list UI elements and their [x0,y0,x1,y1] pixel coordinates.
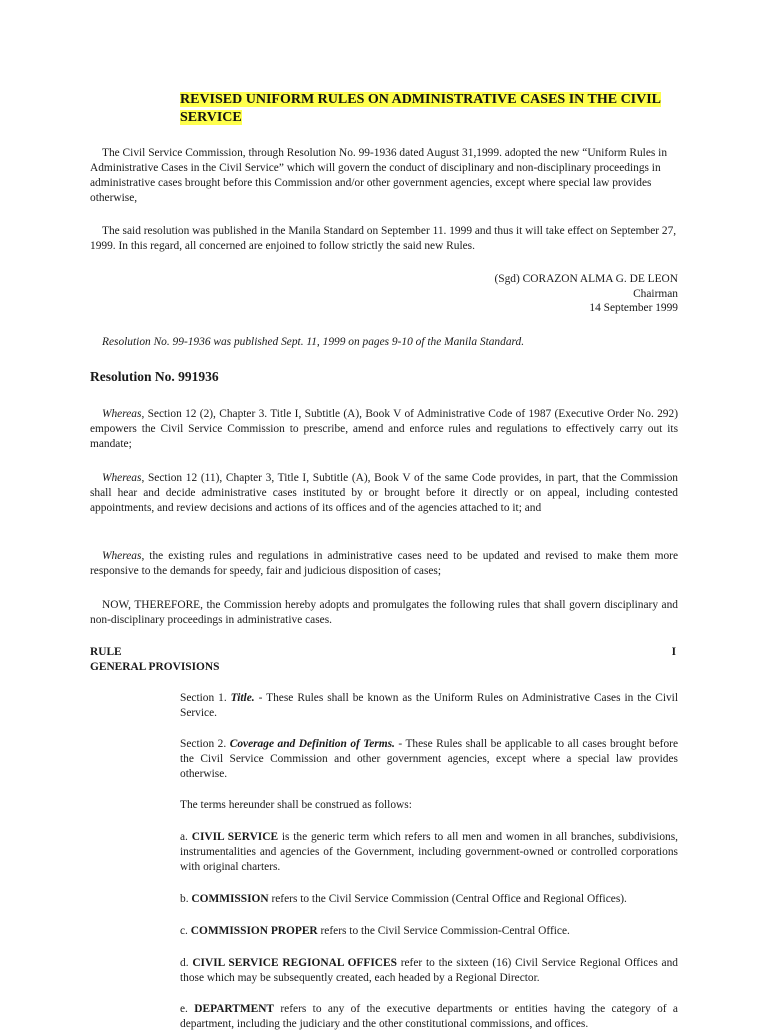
intro-paragraph-1: The Civil Service Commission, through Resolution No. 99-1936 dated August 31,1999. adopted the new “Uniform Rules in Administrative Cases in the Civil Service” which will govern the conduct of disciplinary and non-disciplinary proceedings in administrative cases brought before this Commission and/or other government agencies, except where special law provides otherwise, [90,147,668,204]
section-1 [180,691,678,721]
terms-intro: The terms hereunder shall be construed as follows: [180,799,412,811]
title-highlight: REVISED UNIFORM RULES ON ADMINISTRATIVE CASES IN THE CIVIL SERVICE [180,92,662,125]
definition-term: DEPARTMENT [194,1003,275,1015]
whereas-paragraph-3 [90,549,678,579]
whereas-text: , Section 12 (11), Chapter 3, Title I, Subtitle (A), Book V of the same Code provides, in part, that the Commission shall hear and decide administrative cases instituted by or brought before it directly or on appeal, including contested appointments, and review decisions and actions of its offices and of the agencies attached to it; and [90,472,678,514]
definition-civil-service [180,830,678,875]
section-2-text: - These Rules shall be applicable to all cases brought before the Civil Service Commission and other government agencies, except where a special law provides otherwise. [180,738,678,780]
definition-commission-proper [180,924,678,939]
section-2-prefix: Section 2. [180,738,230,750]
definition-letter: e. [180,1003,195,1015]
signatory-position: Chairman [633,287,678,300]
whereas-word: Whereas [102,550,142,562]
definition-commission [180,892,678,907]
rule-number: I [671,646,676,658]
rule-label: RULE [90,646,122,658]
definition-letter: d. [180,957,193,969]
definition-text: refers to the Civil Service Commission-Central Office. [317,925,570,937]
signature-date: 14 September 1999 [589,302,678,314]
definition-term: CIVIL SERVICE REGIONAL OFFICES [192,957,397,969]
rule-heading [90,645,678,675]
definition-regional-offices [180,956,678,986]
signature-block [278,272,678,316]
definition-term: COMMISSION PROPER [190,925,318,937]
whereas-paragraph-2 [90,471,678,516]
definition-text: is the generic term which refers to all men and women in all branches, subdivisions, instrumentalities and agencies of the Government, including government-owned or controlled corporations with original charters. [180,831,678,873]
definition-letter: a. [180,831,192,843]
rule-title: GENERAL PROVISIONS [90,661,220,673]
definition-term: CIVIL SERVICE [191,831,279,843]
resolution-heading: Resolution No. 991936 [90,369,219,384]
signatory-name: (Sgd) CORAZON ALMA G. DE LEON [494,273,678,285]
whereas-word: Whereas [102,472,142,484]
definition-text: refers to any of the executive departments or entities having the category of a department, including the judiciary and the other constitutional commissions, and offices. [180,1003,678,1030]
whereas-paragraph-1 [90,407,678,452]
document-title [180,91,680,126]
whereas-text: , the existing rules and regulations in administrative cases need to be updated and revised to make them more responsive to the demands for speedy, fair and judicious disposition of cases; [90,550,678,577]
publication-note: Resolution No. 99-1936 was published Sept. 11, 1999 on pages 9-10 of the Manila Standard. [102,336,525,348]
section-1-text: - These Rules shall be known as the Uniform Rules on Administrative Cases in the Civil Service. [180,692,679,719]
section-2 [180,737,678,782]
now-therefore-paragraph: NOW, THEREFORE, the Commission hereby adopts and promulgates the following rules that shall govern disciplinary and non-disciplinary proceedings in administrative cases. [90,599,678,626]
intro-paragraph-2: The said resolution was published in the Manila Standard on September 11. 1999 and thus it will take effect on September 27, 1999. In this regard, all concerned are enjoined to follow strictly the said new Rules. [90,225,677,252]
section-1-prefix: Section 1. [180,692,231,704]
whereas-word: Whereas [102,408,142,420]
section-1-title: Title. [230,692,255,704]
definition-term: COMMISSION [191,893,269,905]
definition-letter: c. [180,925,191,937]
definition-text: refer to the sixteen (16) Civil Service Regional Offices and those which may be subsequently created, each headed by a Regional Director. [180,957,679,984]
definition-letter: b. [180,893,192,905]
definition-text: refers to the Civil Service Commission (Central Office and Regional Offices). [268,893,627,905]
definition-department [180,1002,678,1032]
section-2-title: Coverage and Definition of Terms. [229,738,395,750]
whereas-text: , Section 12 (2), Chapter 3. Title I, Subtitle (A), Book V of Administrative Code of 1987 (Executive Order No. 292) empowers the Civil Service Commission to prescribe, amend and enforce rules and regulations to effectively carry out its mandate; [90,408,678,450]
